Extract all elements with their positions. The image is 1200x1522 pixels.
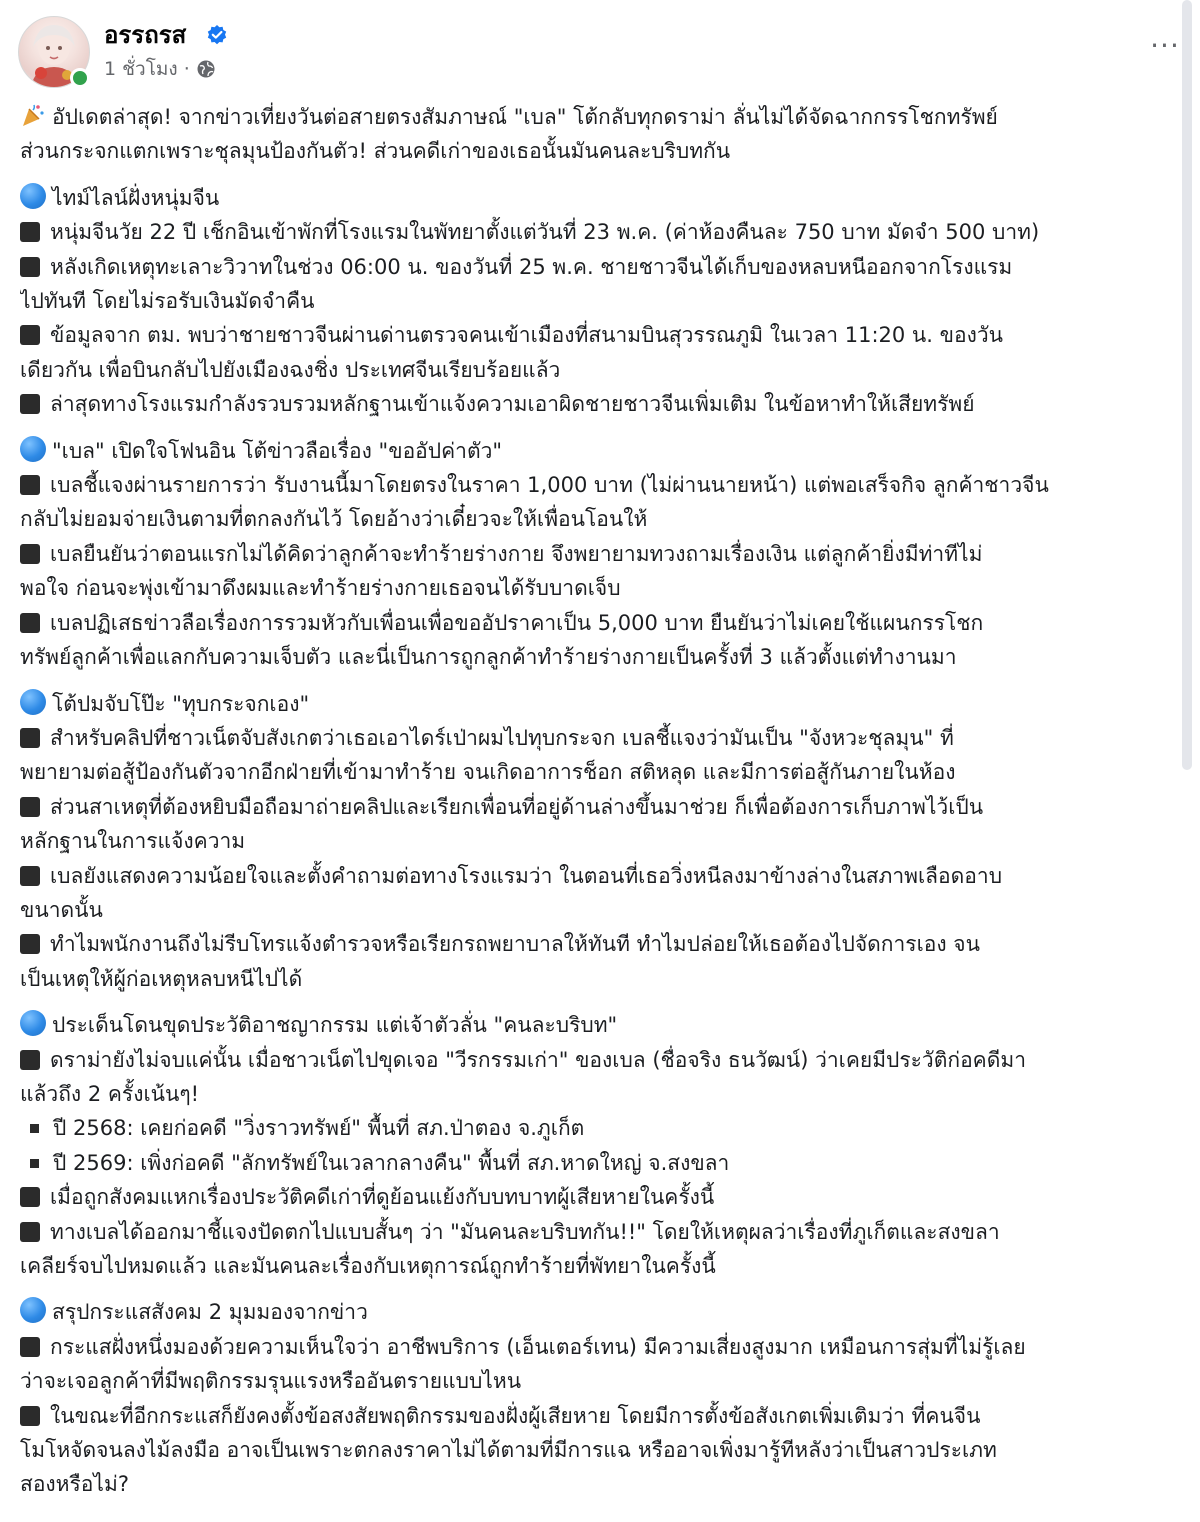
author-name[interactable]: อรรถรส — [104, 21, 187, 49]
black-square-icon — [20, 1187, 40, 1207]
sub-bullet-line — [20, 1146, 1172, 1180]
bullet-text: ส่วนสาเหตุที่ต้องหยิบมือถือมาถ่ายคลิปและเรียกเพื่อนที่อยู่ด้านล่างขึ้นมาช่วย ก็เพื่อต้องการเก็บภาพไว้เป็น — [50, 794, 984, 819]
black-square-icon — [20, 325, 40, 345]
section-heading-line — [20, 1008, 1172, 1042]
party-popper-icon — [20, 102, 46, 128]
black-square-icon — [20, 475, 40, 495]
intro-text-1: อัปเดตล่าสุด! จากข่าวเที่ยงวันต่อสายตรงสัมภาษณ์ "เบล" โต้กลับทุกดราม่า ลั่นไม่ได้จัดฉากกรรโชกทรัพย์ — [52, 105, 998, 129]
black-square-icon — [20, 1337, 40, 1357]
bullet-text: เบลชี้แจงผ่านรายการว่า รับงานนี้มาโดยตรงในราคา 1,000 บาท (ไม่ผ่านนายหน้า) แต่พอเสร็จกิจ ลูกค้าชาวจีน — [50, 473, 1049, 498]
bullet-continuation: พยายามต่อสู้ป้องกันตัวจากอีกฝ่ายที่เข้ามาทำร้าย จนเกิดอาการช็อก สติหลุด และมีการต่อสู้กันภายในห้อง — [20, 760, 956, 785]
section-mirror — [20, 687, 1172, 997]
black-square-icon — [20, 544, 40, 564]
blue-circle-icon — [20, 689, 46, 715]
section1-heading: ไทม์ไลน์ฝั่งหนุ่มจีน — [52, 185, 220, 210]
bullet-text: หลังเกิดเหตุทะเลาะวิวาทในช่วง 06:00 น. ของวันที่ 25 พ.ค. ชายชาวจีนได้เก็บของหลบหนีออกจากโรงแรม — [50, 254, 1013, 279]
blue-circle-icon — [20, 436, 46, 462]
bullet-line — [20, 606, 1172, 640]
small-square-bullet-icon — [30, 1159, 39, 1168]
post-timestamp[interactable]: 1 ชั่วโมง — [104, 58, 178, 80]
bullet-line — [20, 1043, 1172, 1077]
black-square-icon — [20, 797, 40, 817]
black-square-icon — [20, 1222, 40, 1242]
bullet-line — [20, 1330, 1172, 1364]
sub-bullet-text: ปี 2568: เคยก่อคดี "วิ่งราวทรัพย์" พื้นที่ สภ.ป่าตอง จ.ภูเก็ต — [53, 1116, 585, 1141]
bullet-line — [20, 250, 1172, 284]
bullet-text: เบลปฏิเสธข่าวลือเรื่องการรวมหัวกับเพื่อนเพื่อขออัปราคาเป็น 5,000 บาท ยืนยันว่าไม่เคยใช้แผนกรรโชก — [50, 610, 984, 635]
section-phone-in — [20, 434, 1172, 675]
bullet-continuation: เดียวกัน เพื่อบินกลับไปยังเมืองฉงชิ่ง ประเทศจีนเรียบร้อยแล้ว — [20, 357, 561, 382]
bullet-text: หนุ่มจีนวัย 22 ปี เช็กอินเข้าพักที่โรงแรมในพัทยาตั้งแต่วันที่ 23 พ.ค. (ค่าห้องคืนละ 750 บาท มัดจำ 500 บาท) — [50, 220, 1040, 245]
section4-heading: ประเด็นโดนขุดประวัติอาชญากรรม แต่เจ้าตัวลั่น "คนละบริบท" — [52, 1013, 618, 1038]
section5-heading: สรุปกระแสสังคม 2 มุมมองจากข่าว — [52, 1300, 368, 1325]
post-body — [20, 100, 1172, 1502]
paragraph-gap — [20, 1283, 1172, 1295]
bullet-text: ล่าสุดทางโรงแรมกำลังรวบรวมหลักฐานเข้าแจ้งความเอาผิดชายชาวจีนเพิ่มเติม ในข้อหาทำให้เสียทรัพย์ — [50, 392, 975, 417]
bullet-continuation: โมโหจัดจนลงไม้ลงมือ อาจเป็นเพราะตกลงราคาไม่ได้ตามที่มีการแฉ หรืออาจเพิ่งมารู้ทีหลังว่าเป็นสาวประเภท — [20, 1438, 997, 1463]
sub-bullet-text: ปี 2569: เพิ่งก่อคดี "ลักทรัพย์ในเวลากลางคืน" พื้นที่ สภ.หาดใหญ่ จ.สงขลา — [53, 1150, 730, 1175]
bullet-text: เมื่อถูกสังคมแหกเรื่องประวัติคดีเก่าที่ดูย้อนแย้งกับบทบาทผู้เสียหายในครั้งนี้ — [50, 1185, 715, 1210]
bullet-text: สำหรับคลิปที่ชาวเน็ตจับสังเกตว่าเธอเอาไดร์เป่าผมไปทุบกระจก เบลชี้แจงว่ามันเป็น "จังหวะชุลมุน" ที่ — [50, 725, 954, 750]
intro-text-2: ส่วนกระจกแตกเพราะชุลมุนป้องกันตัว! ส่วนคดีเก่าของเธอนั้นมันคนละบริบทกัน — [20, 139, 731, 164]
bullet-line — [20, 387, 1172, 421]
bullet-line — [20, 537, 1172, 571]
paragraph-gap — [20, 996, 1172, 1008]
bullet-text: ข้อมูลจาก ตม. พบว่าชายชาวจีนผ่านด่านตรวจคนเข้าเมืองที่สนามบินสุวรรณภูมิ ในเวลา 11:20 น. ของวัน — [50, 323, 1003, 348]
post-header — [18, 16, 1182, 92]
bullet-continuation: ไปทันที โดยไม่รอรับเงินมัดจำคืน — [20, 289, 315, 314]
bullet-text: ดราม่ายังไม่จบแค่นั้น เมื่อชาวเน็ตไปขุดเจอ "วีรกรรมเก่า" ของเบล (ชื่อจริง ธนวัฒน์) ว่าเคยมีประวัติก่อคดีมา — [50, 1047, 1026, 1072]
scrollbar[interactable] — [1182, 0, 1192, 770]
bullet-text: ทางเบลได้ออกมาชี้แจงปัดตกไปแบบสั้นๆ ว่า "มันคนละบริบทกัน!!" โดยให้เหตุผลว่าเรื่องที่ภูเก็ตและสงขลา — [50, 1219, 1000, 1244]
paragraph-gap — [20, 169, 1172, 181]
bullet-continuation: เป็นเหตุให้ผู้ก่อเหตุหลบหนีไปได้ — [20, 966, 303, 991]
black-square-icon — [20, 934, 40, 954]
bullet-line — [20, 790, 1172, 824]
bullet-continuation: กลับไม่ยอมจ่ายเงินตามที่ตกลงกันไว้ โดยอ้างว่าเดี๋ยวจะให้เพื่อนโอนให้ — [20, 507, 648, 532]
bullet-text: ทำไมพนักงานถึงไม่รีบโทรแจ้งตำรวจหรือเรียกรถพยาบาลให้ทันที ทำไมปล่อยให้เธอต้องไปจัดการเอง จน — [50, 932, 980, 957]
bullet-line — [20, 859, 1172, 893]
bullet-line — [20, 721, 1172, 755]
blue-circle-icon — [20, 1010, 46, 1036]
bullet-continuation: หลักฐานในการแจ้งความ — [20, 829, 246, 854]
paragraph-gap — [20, 422, 1172, 434]
bullet-continuation: แล้วถึง 2 ครั้งเน้นๆ! — [20, 1081, 200, 1106]
more-options-icon[interactable]: ··· — [1150, 29, 1180, 62]
bullet-line — [20, 1180, 1172, 1214]
bullet-continuation: ว่าจะเจอลูกค้าที่มีพฤติกรรมรุนแรงหรืออันตรายแบบไหน — [20, 1369, 522, 1394]
bullet-line — [20, 318, 1172, 352]
intro-line — [20, 100, 1172, 134]
bullet-line — [20, 468, 1172, 502]
bullet-continuation: พอใจ ก่อนจะพุ่งเข้ามาดึงผมและทำร้ายร่างกายเธอจนได้รับบาดเจ็บ — [20, 576, 621, 601]
bullet-text: เบลยืนยันว่าตอนแรกไม่ได้คิดว่าลูกค้าจะทำร้ายร่างกาย จึงพยายามทวงถามเรื่องเงิน แต่ลูกค้ายิ่งมีท่าทีไม่ — [50, 541, 983, 566]
black-square-icon — [20, 257, 40, 277]
black-square-icon — [20, 866, 40, 886]
intro-paragraph — [20, 100, 1172, 169]
black-square-icon — [20, 394, 40, 414]
bullet-text: เบลยังแสดงความน้อยใจและตั้งคำถามต่อทางโรงแรมว่า ในตอนที่เธอวิ่งหนีลงมาข้างล่างในสภาพเลือดอาบ — [50, 863, 1003, 888]
verified-badge-icon — [206, 24, 228, 46]
globe-icon[interactable] — [196, 59, 216, 79]
section-heading-line — [20, 1295, 1172, 1329]
section2-heading: "เบล" เปิดใจโฟนอิน โต้ข่าวลือเรื่อง "ขออัปค่าตัว" — [52, 438, 503, 463]
black-square-icon — [20, 1050, 40, 1070]
blue-circle-icon — [20, 1297, 46, 1323]
sub-bullet-line — [20, 1111, 1172, 1145]
meta-separator: · — [183, 58, 190, 80]
bullet-continuation: ขนาดนั้น — [20, 897, 103, 922]
bullet-line — [20, 215, 1172, 249]
section-heading-line — [20, 181, 1172, 215]
section-public-opinion — [20, 1295, 1172, 1501]
section3-heading: โต้ปมจับโป๊ะ "ทุบกระจกเอง" — [52, 691, 310, 716]
bullet-line — [20, 927, 1172, 961]
bullet-continuation: ทรัพย์ลูกค้าเพื่อแลกกับความเจ็บตัว และนี่เป็นการถูกลูกค้าทำร้ายร่างกายเป็นครั้งที่ 3 แล้วตั้งแต่ทำงานมา — [20, 645, 957, 670]
bullet-continuation: สองหรือไม่? — [20, 1472, 129, 1497]
black-square-icon — [20, 728, 40, 748]
black-square-icon — [20, 1406, 40, 1426]
bullet-text: กระแสฝั่งหนึ่งมองด้วยความเห็นใจว่า อาชีพบริการ (เอ็นเตอร์เทน) มีความเสี่ยงสูงมาก เหมือนการสุ่มที่ไม่รู้เลย — [50, 1334, 1026, 1359]
bullet-line — [20, 1215, 1172, 1249]
online-status-indicator — [70, 68, 90, 88]
section-heading-line — [20, 687, 1172, 721]
section-heading-line — [20, 434, 1172, 468]
section-criminal-record — [20, 1008, 1172, 1283]
bullet-text: ในขณะที่อีกกระแสก็ยังคงตั้งข้อสงสัยพฤติกรรมของฝั่งผู้เสียหาย โดยมีการตั้งข้อสังเกตเพิ่มเติมว่า ที่คนจีน — [50, 1403, 981, 1428]
black-square-icon — [20, 613, 40, 633]
bullet-continuation: เคลียร์จบไปหมดแล้ว และมันคนละเรื่องกับเหตุการณ์ถูกทำร้ายที่พัทยาในครั้งนี้ — [20, 1254, 716, 1278]
black-square-icon — [20, 222, 40, 242]
post-meta — [104, 56, 216, 82]
blue-circle-icon — [20, 183, 46, 209]
section-timeline — [20, 181, 1172, 422]
small-square-bullet-icon — [30, 1124, 39, 1133]
author-avatar[interactable] — [18, 16, 90, 88]
bullet-line — [20, 1399, 1172, 1433]
paragraph-gap — [20, 675, 1172, 687]
